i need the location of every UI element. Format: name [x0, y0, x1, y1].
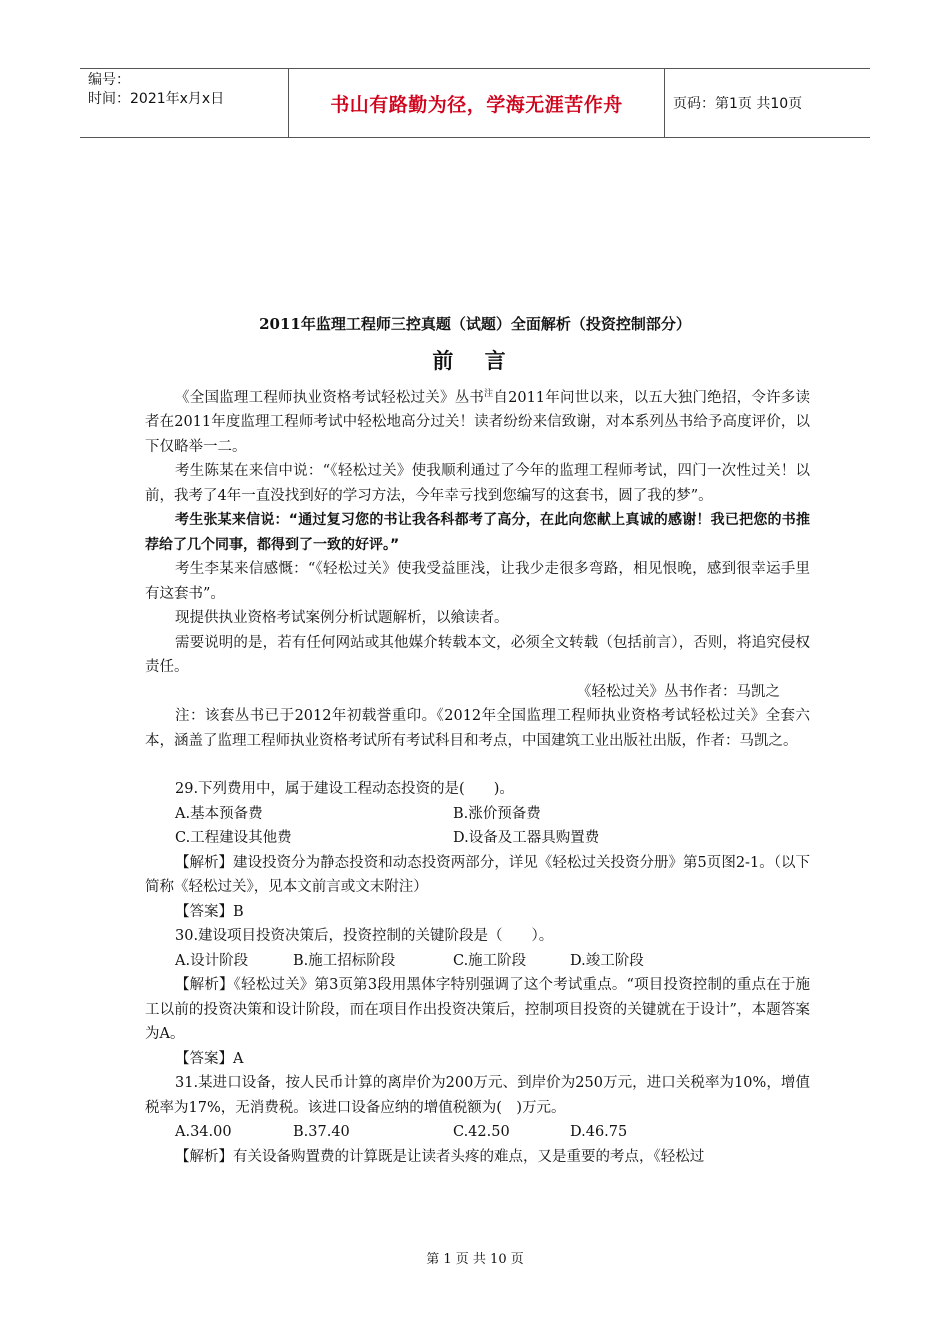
- page-footer: 第 1 页 共 10 页: [426, 1252, 524, 1267]
- signature: 《轻松过关》丛书作者：马凯之: [577, 683, 780, 700]
- page-header: [80, 68, 870, 138]
- question-29-options-row-1: [145, 802, 810, 827]
- preface-paragraph-1: 《全国监理工程师执业资格考试轻松过关》丛书$^注$自2011年问世以来，以五大独门绝招，令许多读者在2011年度监理工程师考试中轻松地高分过关！读者纷纷来信致谢，对本系列丛书给予高度评价，以下仅略举一二。: [145, 389, 810, 455]
- option-d: D.竣工阶段: [570, 952, 644, 969]
- preface-note: 注：该套丛书已于2012年初载誉重印。《2012年全国监理工程师执业资格考试轻松过关》全套六本，涵盖了监理工程师执业资格考试所有考试科目和考点，中国建筑工业出版社出版，作者：马凯之。: [145, 708, 810, 749]
- question-31-stem: 31.某进口设备，按人民币计算的离岸价为200万元、到岸价为250万元，进口关税率为10%，增值税率为17%，无消费税。该进口设备应纳的增值税额为( )万元。: [145, 1075, 810, 1116]
- header-meta: [80, 69, 288, 137]
- document-title: 2011年监理工程师三控真题（试题）全面解析（投资控制部分）: [259, 315, 691, 333]
- time-label: 时间：2021年x月x日: [88, 91, 225, 107]
- preface-paragraph-6: 需要说明的是，若有任何网站或其他媒介转载本文，必须全文转载（包括前言），否则，将追究侵权责任。: [145, 634, 810, 676]
- option-d: D.设备及工器具购置费: [453, 830, 600, 847]
- option-a: A.34.00: [175, 1124, 232, 1141]
- option-b: B.涨价预备费: [453, 805, 541, 822]
- question-29-analysis: 【解析】建设投资分为静态投资和动态投资两部分，详见《轻松过关投资分册》第5页图2-1。（以下简称《轻松过关》，见本文前言或文末附注）: [145, 854, 810, 896]
- option-c: C.施工阶段: [453, 952, 527, 969]
- question-30-stem: 30.建设项目投资决策后，投资控制的关键阶段是（ ）。: [175, 928, 554, 945]
- question-30-analysis: 【解析】《轻松过关》第3页第3段用黑体字特别强调了这个考试重点。“项目投资控制的重点在于施工以前的投资决策和设计阶段，而在项目作出投资决策后，控制项目投资的关键就在于设计”，本题答案为A。: [145, 977, 810, 1043]
- question-29-answer: 【答案】B: [175, 903, 244, 920]
- header-motto: 书山有路勤为径，学海无涯苦作舟: [288, 69, 665, 137]
- question-30-answer: 【答案】A: [175, 1050, 244, 1067]
- option-a: A.设计阶段: [175, 952, 249, 969]
- question-29-options-row-2: [145, 826, 810, 851]
- preface-heading: 前 言: [432, 348, 518, 373]
- preface-paragraph-2: 考生陈某在来信中说：“《轻松过关》使我顺利通过了今年的监理工程师考试，四门一次性过关！以前，我考了4年一直没找到好的学习方法，今年幸亏找到您编写的这套书，圆了我的梦”。: [145, 463, 810, 504]
- spacer: [145, 753, 810, 777]
- preface-paragraph-3: 考生张某来信说：“通过复习您的书让我各科都考了高分，在此向您献上真诚的感谢！我已把您的书推荐给了几个同事，都得到了一致的好评。”: [145, 512, 810, 553]
- option-b: B.37.40: [293, 1124, 350, 1141]
- preface-paragraph-4: 考生李某来信感慨：“《轻松过关》使我受益匪浅，让我少走很多弯路，相见恨晚，感到很幸运手里有这套书”。: [145, 561, 810, 602]
- preface-paragraph-5: 现提供执业资格考试案例分析试题解析，以飨读者。: [175, 610, 509, 627]
- option-c: C.工程建设其他费: [175, 830, 292, 847]
- option-b: B.施工招标阶段: [293, 952, 396, 969]
- question-29-stem: 29.下列费用中，属于建设工程动态投资的是( )。: [175, 781, 514, 798]
- header-page-info: 页码：第1页 共10页: [673, 96, 803, 112]
- option-a: A.基本预备费: [175, 805, 263, 822]
- question-31-analysis: 【解析】有关设备购置费的计算既是让读者头疼的难点，又是重要的考点，《轻松过: [175, 1148, 705, 1165]
- question-31-options: [145, 1120, 810, 1145]
- option-d: D.46.75: [570, 1124, 628, 1141]
- question-30-options: [145, 949, 810, 974]
- option-c: C.42.50: [453, 1124, 510, 1141]
- number-label: 编号：: [88, 72, 130, 88]
- document-body: [145, 382, 810, 1169]
- footnote-mark: 注: [484, 389, 494, 399]
